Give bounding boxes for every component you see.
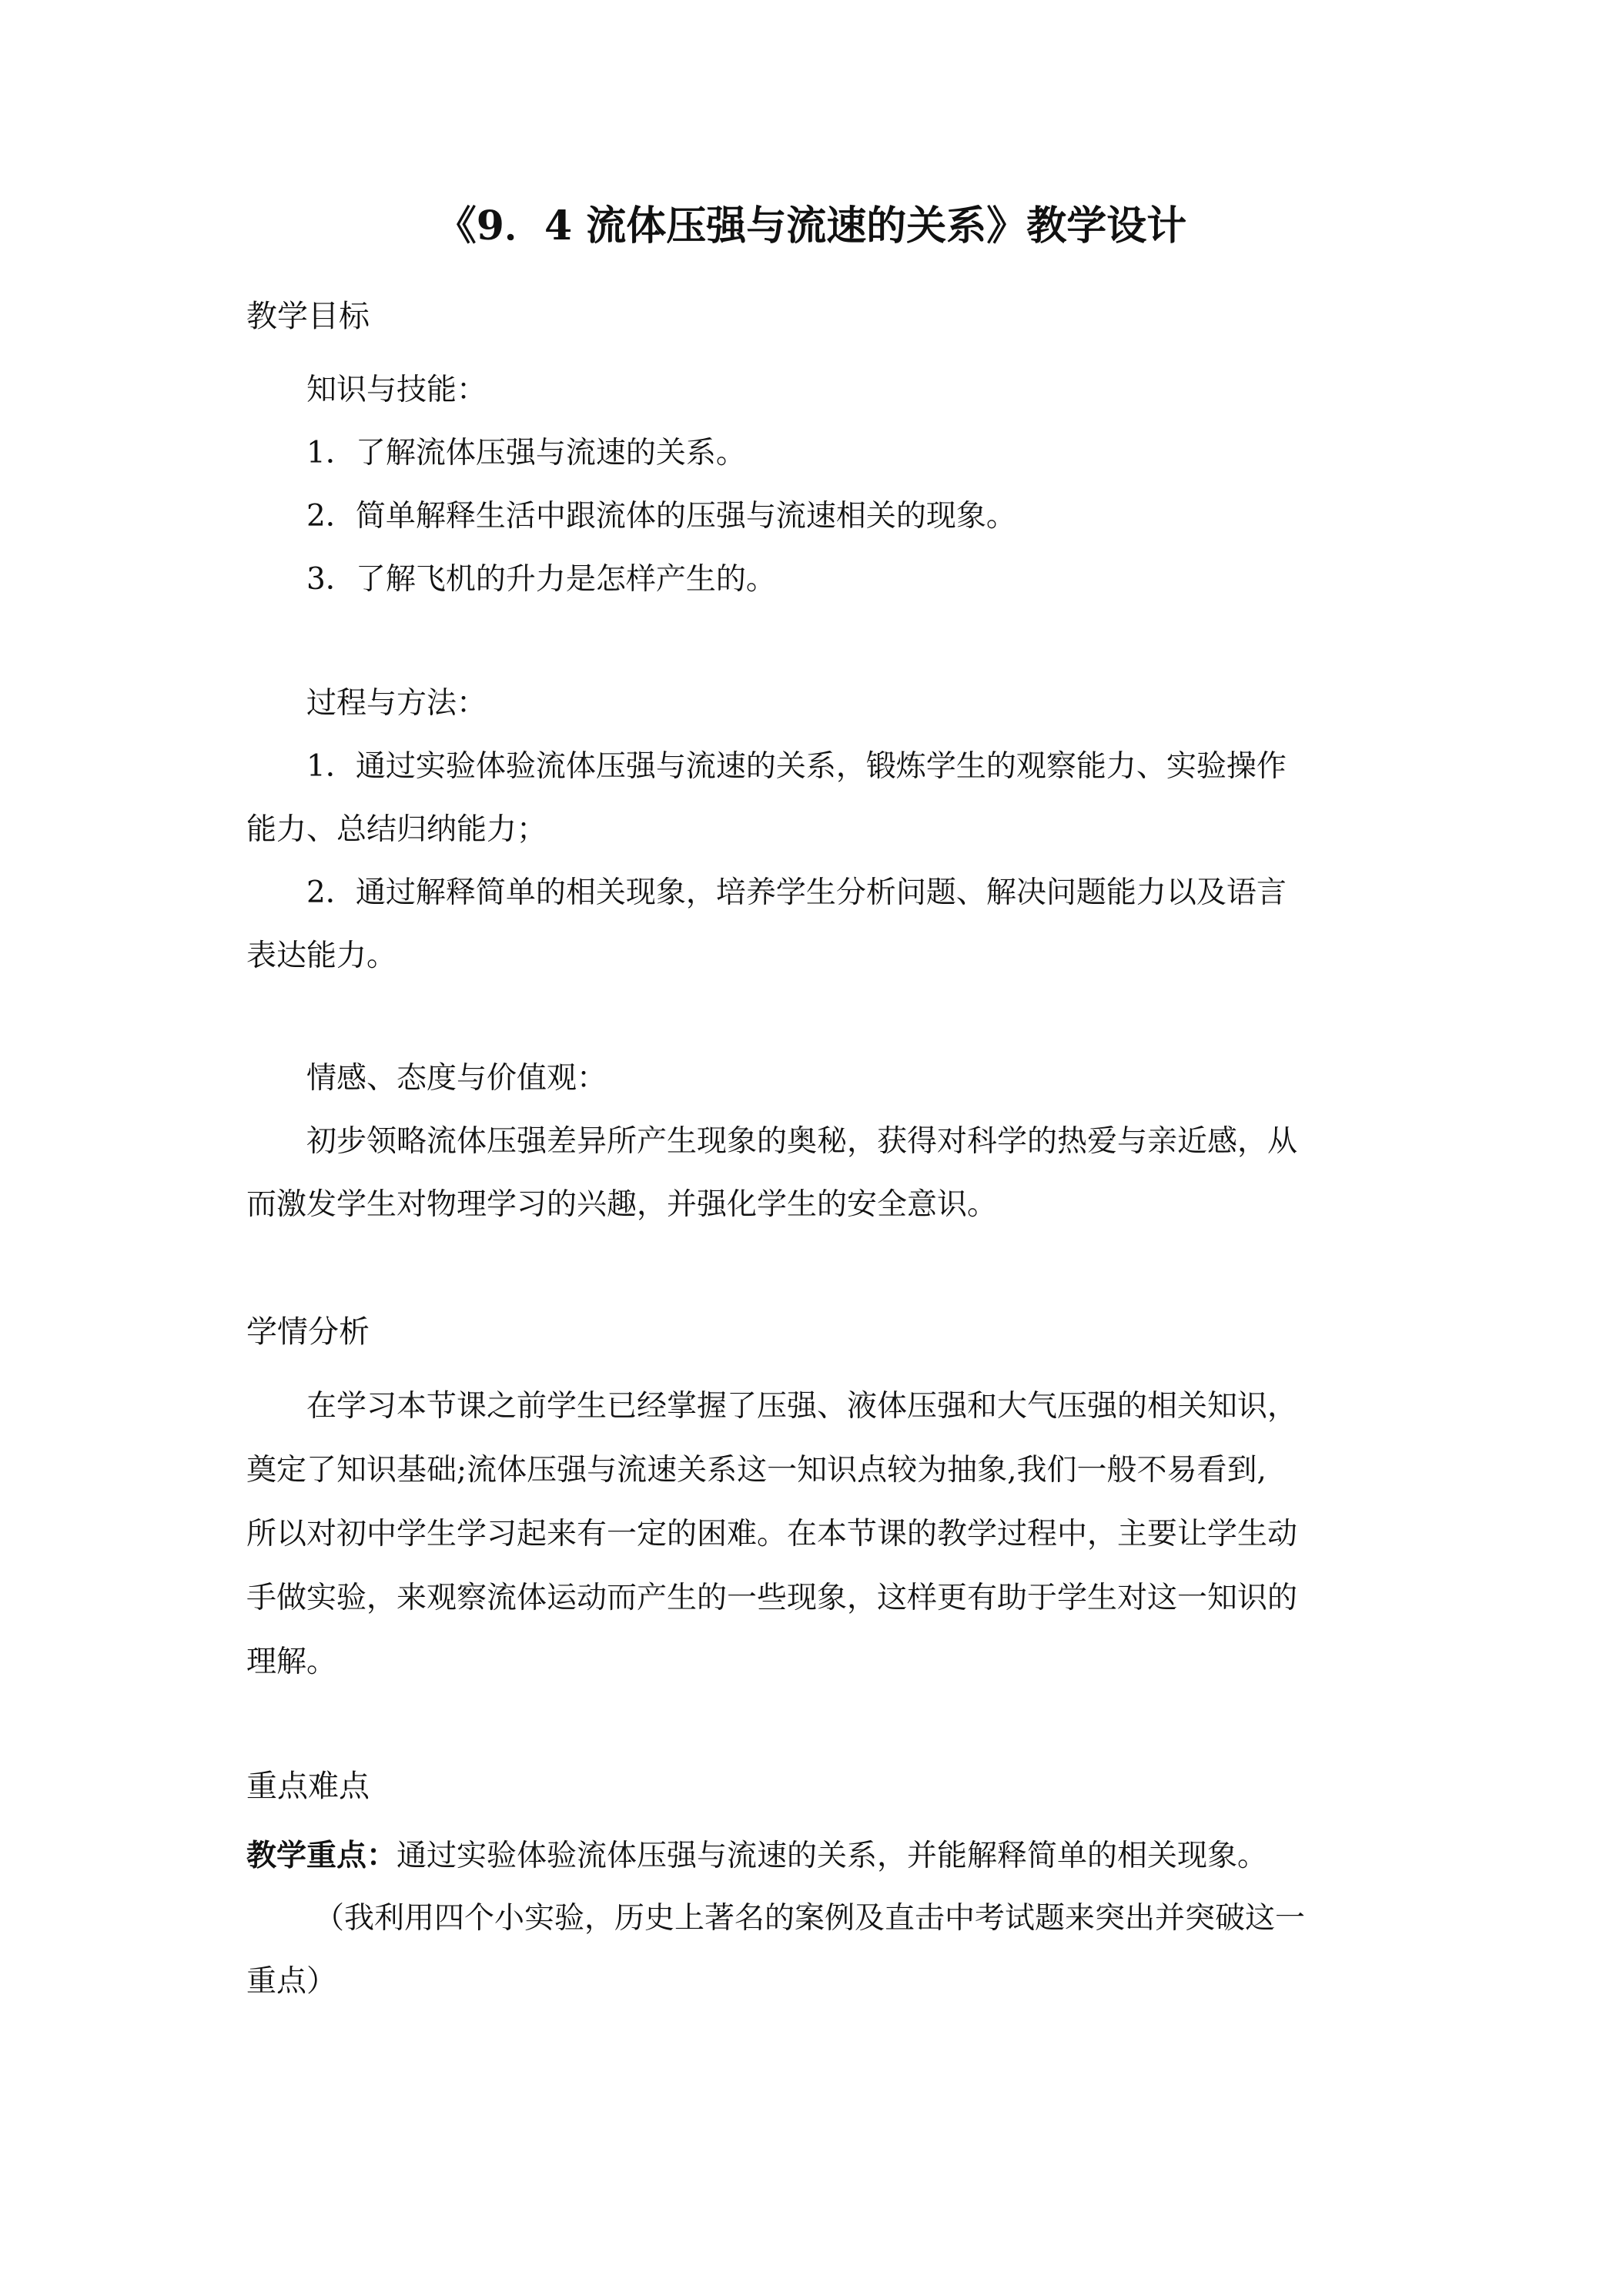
process-item: 1．通过实验体验流体压强与流速的关系，锻炼学生的观察能力、实验操作 (306, 749, 1287, 784)
emotion-paragraph-line: 而激发学生对物理学习的兴趣，并强化学生的安全意识。 (246, 1187, 998, 1222)
emotion-paragraph-line: 初步领略流体压强差异所产生现象的奥秘，获得对科学的热爱与亲近感，从 (306, 1124, 1298, 1159)
section-heading-keypoints: 重点难点 (246, 1769, 370, 1804)
process-item-continuation: 能力、总结归纳能力； (246, 812, 547, 847)
section-heading-analysis: 学情分析 (246, 1314, 370, 1350)
focus-note-line: （我利用四个小实验，历史上著名的案例及直击中考试题来突出并突破这一 (314, 1901, 1306, 1936)
emotion-label: 情感、态度与价值观： (306, 1061, 607, 1096)
knowledge-item: 2．简单解释生活中跟流体的压强与流速相关的现象。 (306, 499, 1016, 534)
focus-text: 通过实验体验流体压强与流速的关系，并能解释简单的相关现象。 (397, 1839, 1268, 1873)
analysis-paragraph-line: 奠定了知识基础;流体压强与流速关系这一知识点较为抽象,我们一般不易看到, (246, 1453, 1267, 1488)
knowledge-item: 3．了解飞机的升力是怎样产生的。 (306, 562, 776, 597)
knowledge-item: 1．了解流体压强与流速的关系。 (306, 436, 746, 470)
focus-line (246, 1832, 1267, 1879)
focus-note-line: 重点） (246, 1964, 337, 1999)
document-title: 《9．4 流体压强与流速的关系》教学设计 (436, 202, 1187, 249)
knowledge-label: 知识与技能： (306, 373, 487, 407)
process-item-continuation: 表达能力。 (246, 939, 397, 973)
focus-label: 教学重点： (246, 1838, 397, 1873)
process-item: 2．通过解释简单的相关现象，培养学生分析问题、解决问题能力以及语言 (306, 875, 1287, 910)
process-label: 过程与方法： (306, 686, 487, 721)
analysis-paragraph-line: 手做实验，来观察流体运动而产生的一些现象，这样更有助于学生对这一知识的 (246, 1581, 1298, 1615)
analysis-paragraph-line: 在学习本节课之前学生已经掌握了压强、液体压强和大气压强的相关知识， (306, 1389, 1298, 1424)
analysis-paragraph-line: 理解。 (246, 1645, 337, 1679)
analysis-paragraph-line: 所以对初中学生学习起来有一定的困难。在本节课的教学过程中，主要让学生动 (246, 1517, 1298, 1551)
section-heading-objectives: 教学目标 (246, 299, 370, 334)
